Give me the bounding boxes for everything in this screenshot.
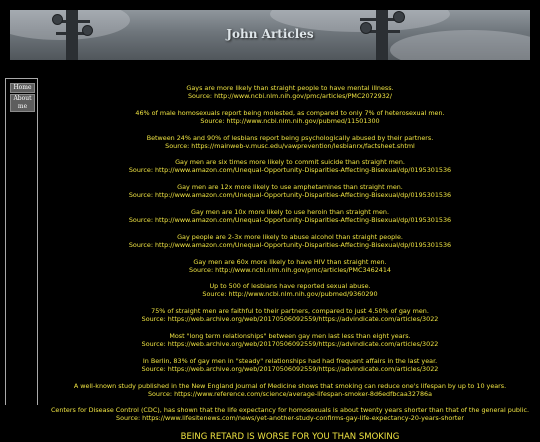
list-item	[40, 183, 540, 199]
fact-text: 46% of male homosexuals report being molested, as compared to only 7% of heterosexual men.	[135, 108, 445, 117]
list-item	[40, 258, 540, 274]
fact-source: Source: http://www.amazon.com/Unequal-Opportunity-Disparities-Affecting-Bisexual/dp/0195301536	[128, 240, 452, 249]
list-item	[40, 307, 540, 323]
fact-source: Source: https://web.archive.org/web/20170506092559/https://advindicate.com/articles/3022	[141, 339, 439, 348]
list-item	[40, 282, 540, 298]
nav-about-button[interactable]: About me	[10, 94, 35, 112]
header-banner	[10, 10, 530, 60]
fact-source: Source: https://mainweb-v.musc.edu/vawprevention/lesbianrx/factsheet.shtml	[165, 141, 415, 150]
site-title: John Articles	[226, 27, 314, 41]
list-item	[40, 134, 540, 150]
fact-text: Gays are more likely than straight people to have mental illness.	[186, 84, 394, 92]
fact-text: Centers for Disease Control (CDC), has shown that the life expectancy for homosexuals is about twenty years shorter than that of the general public.	[50, 406, 530, 415]
list-item	[40, 208, 540, 224]
fact-source: Source: http://www.amazon.com/Unequal-Opportunity-Disparities-Affecting-Bisexual/dp/0195301536	[128, 166, 452, 175]
closing-statement: BEING RETARD IS WORSE FOR YOU THAN SMOKING	[180, 432, 400, 442]
fact-source: Source: http://www.ncbi.nlm.nih.gov/pmc/articles/PMC3462414	[189, 265, 391, 274]
list-item	[40, 158, 540, 174]
list-item	[40, 357, 540, 373]
fact-text: Gay men are six times more likely to commit suicide than straight men.	[175, 158, 405, 167]
fact-source: Source: https://www.reference.com/science/average-lifespan-smoker-8d6edfbcaa32786a	[147, 389, 433, 398]
fact-source: Source: https://web.archive.org/web/20170506092559/https://advindicate.com/articles/3022	[141, 315, 439, 324]
list-item	[40, 109, 540, 125]
list-item	[40, 233, 540, 249]
facts-list	[40, 84, 540, 442]
fact-text: In Berlin, 83% of gay men in "steady" relationships had had frequent affairs in the last year.	[142, 356, 438, 365]
list-item	[40, 382, 540, 398]
fact-source: Source: https://www.lifesitenews.com/news/yet-another-study-confirms-gay-life-expectancy-20-years-shorter	[116, 414, 464, 423]
fact-text: Gay men are 12x more likely to use amphetamines than straight men.	[177, 183, 403, 192]
fact-text: 75% of straight men are faithful to their partners, compared to just 4.50% of gay men.	[151, 307, 429, 316]
fact-text: Gay people are 2-3x more likely to abuse alcohol than straight people.	[177, 232, 403, 241]
fact-source: Source: http://www.ncbi.nlm.nih.gov/pubmed/9360290	[202, 290, 378, 299]
fact-source: Source: http://www.amazon.com/Unequal-Opportunity-Disparities-Affecting-Bisexual/dp/0195301536	[128, 215, 452, 224]
fact-text: Up to 500 of lesbians have reported sexual abuse.	[209, 282, 371, 291]
list-item	[40, 332, 540, 348]
fact-text: Most "long term relationships" between gay men last less than eight years.	[169, 331, 411, 340]
fact-text: Between 24% and 90% of lesbians report being psychologically abused by their partners.	[146, 133, 434, 142]
list-item	[40, 84, 540, 100]
list-item	[40, 406, 540, 422]
sidebar-nav	[5, 78, 38, 405]
fact-source: Source: http://www.ncbi.nlm.nih.gov/pmc/articles/PMC2072932/	[187, 92, 393, 100]
fact-source: Source: http://www.ncbi.nlm.nih.gov/pubmed/11501300	[200, 116, 380, 125]
fact-text: Gay men are 60x more likely to have HIV than straight men.	[193, 257, 387, 266]
fact-text: A well-known study published in the New England Journal of Medicine shows that smoking can reduce one's lifespan by up to 10 years.	[73, 381, 507, 390]
nav-home-button[interactable]: Home	[10, 83, 35, 93]
fact-source: Source: https://web.archive.org/web/20170506092559/https://advindicate.com/articles/3022	[141, 364, 439, 373]
fact-text: Gay men are 10x more likely to use heroin than straight men.	[191, 207, 389, 216]
fact-source: Source: http://www.amazon.com/Unequal-Opportunity-Disparities-Affecting-Bisexual/dp/0195301536	[128, 191, 452, 200]
